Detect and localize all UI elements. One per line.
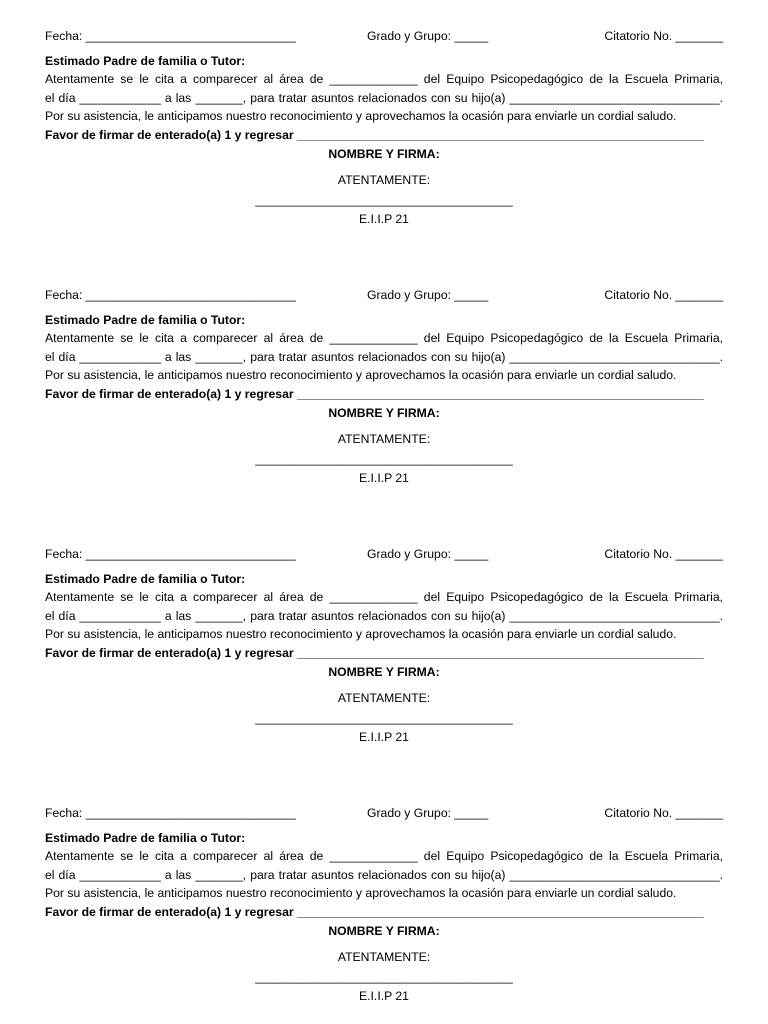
- fecha-label: Fecha:: [45, 29, 83, 43]
- body-line-4: Favor de firmar de enterado(a) 1 y regresar ____________________________________________________________: [45, 387, 704, 401]
- atentamente-label: ATENTAMENTE:: [337, 950, 431, 964]
- grado-label: Grado y Grupo:: [367, 547, 451, 561]
- citatorio-blank: _______: [675, 806, 723, 820]
- grado-label: Grado y Grupo:: [367, 29, 451, 43]
- body-line-3: Por su asistencia, le anticipamos nuestro reconocimiento y aprovechamos la ocasión para enviarle un cordial saludo.: [45, 886, 677, 900]
- grado-blank: _____: [454, 547, 489, 561]
- citatorio-form-2: [45, 286, 723, 486]
- body-line-3: Por su asistencia, le anticipamos nuestro reconocimiento y aprovechamos la ocasión para enviarle un cordial saludo.: [45, 368, 677, 382]
- school-name: E.I.I.P 21: [359, 212, 409, 226]
- body-line-2: el día ____________ a las _______, para tratar asuntos relacionados con su hijo(a) _______________________________.: [45, 609, 723, 623]
- grado-blank: _____: [454, 288, 489, 302]
- fecha-blank: _______________________________: [85, 806, 296, 820]
- citatorio-field: [604, 804, 723, 823]
- grado-grupo-field: [367, 545, 488, 564]
- citatorio-blank: _______: [675, 547, 723, 561]
- header-row: [45, 804, 723, 823]
- greeting: Estimado Padre de familia o Tutor:: [45, 313, 246, 327]
- body-line-4: Favor de firmar de enterado(a) 1 y regresar ____________________________________________________________: [45, 905, 704, 919]
- greeting: Estimado Padre de familia o Tutor:: [45, 572, 246, 586]
- header-row: [45, 545, 723, 564]
- fecha-blank: _______________________________: [85, 29, 296, 43]
- grado-grupo-field: [367, 286, 488, 305]
- nombre-firma-label: NOMBRE Y FIRMA:: [328, 147, 440, 161]
- body-line-4: Favor de firmar de enterado(a) 1 y regresar ____________________________________________________________: [45, 646, 704, 660]
- body-line-1: Atentamente se le cita a comparecer al área de _____________ del Equipo Psicopedagógico de la Escuela Primaria,: [45, 590, 723, 604]
- citatorio-label: Citatorio No.: [604, 29, 673, 43]
- citatorio-form-3: [45, 545, 723, 745]
- atentamente-label: ATENTAMENTE:: [337, 173, 431, 187]
- fecha-blank: _______________________________: [85, 547, 296, 561]
- body-line-1: Atentamente se le cita a comparecer al área de _____________ del Equipo Psicopedagógico de la Escuela Primaria,: [45, 72, 723, 86]
- grado-blank: _____: [454, 806, 489, 820]
- body-line-4: Favor de firmar de enterado(a) 1 y regresar ____________________________________________________________: [45, 128, 704, 142]
- body-line-3: Por su asistencia, le anticipamos nuestro reconocimiento y aprovechamos la ocasión para enviarle un cordial saludo.: [45, 109, 677, 123]
- body-line-2: el día ____________ a las _______, para tratar asuntos relacionados con su hijo(a) _______________________________.: [45, 350, 723, 364]
- fecha-field: [45, 27, 296, 46]
- atentamente-label: ATENTAMENTE:: [337, 432, 431, 446]
- signature-line: ______________________________________: [255, 193, 513, 207]
- citatorio-field: [604, 545, 723, 564]
- body-line-3: Por su asistencia, le anticipamos nuestro reconocimiento y aprovechamos la ocasión para enviarle un cordial saludo.: [45, 627, 677, 641]
- citatorio-label: Citatorio No.: [604, 288, 673, 302]
- citatorio-form-1: [45, 27, 723, 227]
- body-line-2: el día ____________ a las _______, para tratar asuntos relacionados con su hijo(a) _______________________________.: [45, 868, 723, 882]
- grado-grupo-field: [367, 27, 488, 46]
- citatorio-label: Citatorio No.: [604, 547, 673, 561]
- nombre-firma-label: NOMBRE Y FIRMA:: [328, 924, 440, 938]
- header-row: [45, 27, 723, 46]
- citatorio-field: [604, 286, 723, 305]
- signature-line: ______________________________________: [255, 711, 513, 725]
- nombre-firma-label: NOMBRE Y FIRMA:: [328, 665, 440, 679]
- grado-grupo-field: [367, 804, 488, 823]
- fecha-blank: _______________________________: [85, 288, 296, 302]
- school-name: E.I.I.P 21: [359, 730, 409, 744]
- atentamente-label: ATENTAMENTE:: [337, 691, 431, 705]
- grado-blank: _____: [454, 29, 489, 43]
- fecha-label: Fecha:: [45, 288, 83, 302]
- fecha-label: Fecha:: [45, 547, 83, 561]
- citatorio-field: [604, 27, 723, 46]
- greeting: Estimado Padre de familia o Tutor:: [45, 831, 246, 845]
- body-line-1: Atentamente se le cita a comparecer al área de _____________ del Equipo Psicopedagógico de la Escuela Primaria,: [45, 331, 723, 345]
- citatorio-blank: _______: [675, 29, 723, 43]
- header-row: [45, 286, 723, 305]
- school-name: E.I.I.P 21: [359, 471, 409, 485]
- fecha-field: [45, 286, 296, 305]
- citatorio-label: Citatorio No.: [604, 806, 673, 820]
- signature-line: ______________________________________: [255, 452, 513, 466]
- nombre-firma-label: NOMBRE Y FIRMA:: [328, 406, 440, 420]
- citatorio-blank: _______: [675, 288, 723, 302]
- body-line-1: Atentamente se le cita a comparecer al área de _____________ del Equipo Psicopedagógico de la Escuela Primaria,: [45, 849, 723, 863]
- citatorio-form-4: [45, 804, 723, 1004]
- fecha-field: [45, 545, 296, 564]
- body-line-2: el día ____________ a las _______, para tratar asuntos relacionados con su hijo(a) _______________________________.: [45, 91, 723, 105]
- fecha-field: [45, 804, 296, 823]
- fecha-label: Fecha:: [45, 806, 83, 820]
- signature-line: ______________________________________: [255, 970, 513, 984]
- greeting: Estimado Padre de familia o Tutor:: [45, 54, 246, 68]
- grado-label: Grado y Grupo:: [367, 288, 451, 302]
- school-name: E.I.I.P 21: [359, 989, 409, 1003]
- grado-label: Grado y Grupo:: [367, 806, 451, 820]
